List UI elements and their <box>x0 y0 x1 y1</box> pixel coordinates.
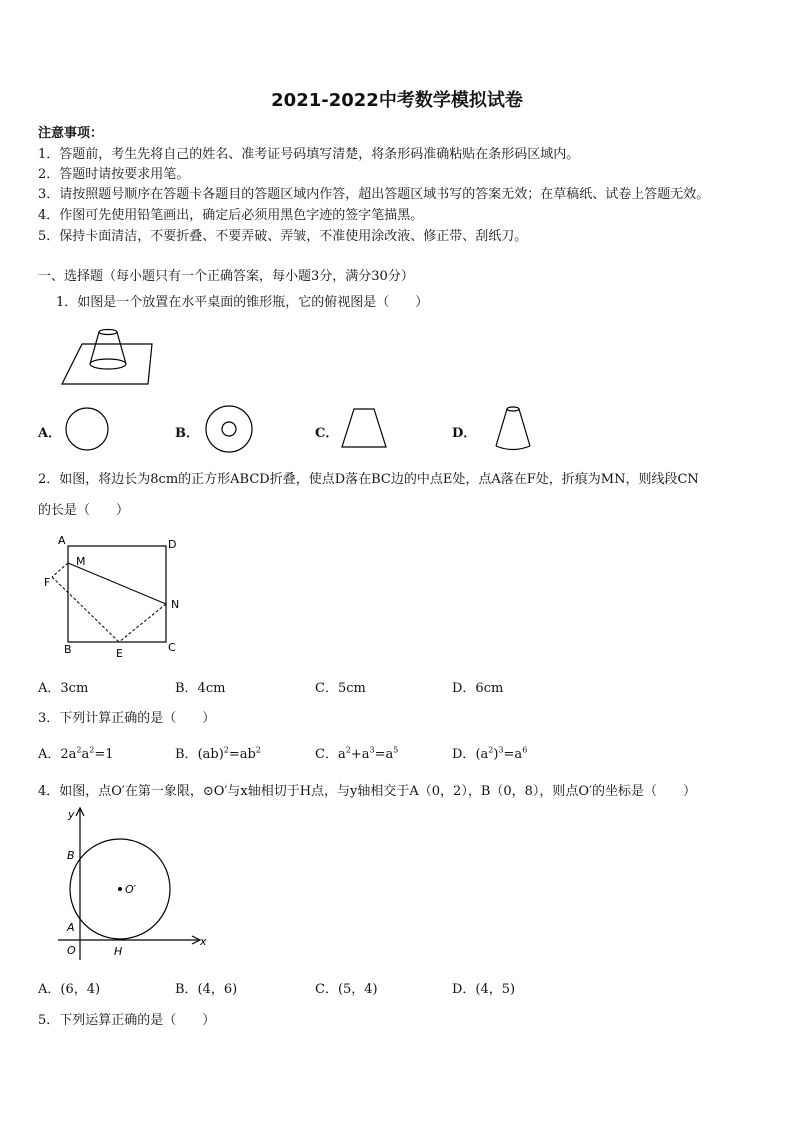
q4-stem: 4．如图，点O′在第一象限，⊙O′与x轴相切于H点，与y轴相交于A（0，2），B（0，8），则点O′的坐标是（ ） <box>38 784 697 799</box>
q1-option-c-figure <box>338 405 394 455</box>
q2-label-c: C <box>168 641 176 654</box>
q5-stem: 5．下列运算正确的是（ ） <box>38 1013 216 1028</box>
q2-label-d: D <box>168 538 177 551</box>
q2-label-a: A <box>58 534 66 547</box>
q4-label-x: x <box>200 935 207 948</box>
q1-flask-figure <box>52 318 156 390</box>
q1-option-b[interactable]: B． <box>175 426 199 441</box>
q4-option-c[interactable]: C．(5，4) <box>315 982 378 997</box>
notice-item-2: 2．答题时请按要求用笔。 <box>38 167 190 182</box>
q4-label-o-prime: O′ <box>125 883 137 896</box>
q2-option-c[interactable]: C．5cm <box>315 681 366 696</box>
q1-option-d-figure <box>490 401 540 457</box>
q3-stem: 3．下列计算正确的是（ ） <box>38 711 216 726</box>
q1-option-a[interactable]: A． <box>38 426 62 441</box>
q4-label-b: B <box>67 849 75 862</box>
q4-option-d[interactable]: D．(4，5) <box>452 982 516 997</box>
q4-label-y: y <box>68 808 75 821</box>
q2-label-b: B <box>64 643 72 656</box>
q2-option-b[interactable]: B．4cm <box>175 681 226 696</box>
q1-option-d[interactable]: D． <box>452 426 477 441</box>
q2-label-m: M <box>76 555 86 568</box>
q2-option-d[interactable]: D．6cm <box>452 681 504 696</box>
q2-label-e: E <box>116 647 123 660</box>
q4-option-a[interactable]: A．(6，4) <box>38 982 101 997</box>
section-heading: 一、选择题（每小题只有一个正确答案，每小题3分，满分30分） <box>38 269 414 284</box>
page-title: 2021-2022中考数学模拟试卷 <box>271 90 523 111</box>
q4-figure <box>52 804 214 964</box>
notice-item-4: 4．作图可先使用铅笔画出，确定后必须用黑色字迹的签字笔描黑。 <box>38 208 424 223</box>
q4-label-h: H <box>114 945 123 958</box>
q2-label-n: N <box>171 598 180 611</box>
q2-option-a[interactable]: A．3cm <box>38 681 89 696</box>
q4-option-b[interactable]: B．(4，6) <box>175 982 238 997</box>
q1-option-b-figure <box>203 403 259 459</box>
q1-option-a-figure <box>62 403 114 455</box>
q3-option-d[interactable]: D．$(a^2)^3=a^6$ <box>452 745 528 762</box>
q2-stem-line-2: 的长是（ ） <box>38 503 130 518</box>
q2-figure <box>40 532 190 664</box>
q2-label-f: F <box>44 576 51 589</box>
q1-stem: 1．如图是一个放置在水平桌面的锥形瓶，它的俯视图是（ ） <box>56 295 429 310</box>
q3-option-c[interactable]: C．$a^2+a^3=a^5$ <box>315 745 399 762</box>
q1-option-c[interactable]: C． <box>315 426 339 441</box>
q3-option-b[interactable]: B．$(ab)^2=ab^2$ <box>175 745 261 762</box>
q4-label-o: O <box>67 944 76 957</box>
q3-option-a[interactable]: A．$2a^2a^2=1$ <box>38 745 114 762</box>
notice-item-1: 1．答题前，考生先将自己的姓名、准考证号码填写清楚，将条形码准确粘贴在条形码区域内。 <box>38 147 580 162</box>
q2-stem-line-1: 2．如图，将边长为8cm的正方形ABCD折叠，使点D落在BC边的中点E处，点A落在F处，折痕为MN，则线段CN <box>38 472 699 487</box>
notice-item-5: 5．保持卡面清洁，不要折叠、不要弄破、弄皱，不准使用涂改液、修正带、刮纸刀。 <box>38 229 528 244</box>
notice-item-3: 3．请按照题号顺序在答题卡各题目的答题区域内作答，超出答题区域书写的答案无效；在草稿纸、试卷上答题无效。 <box>38 187 710 202</box>
notice-heading: 注意事项： <box>38 126 104 141</box>
q4-label-a: A <box>67 921 75 934</box>
